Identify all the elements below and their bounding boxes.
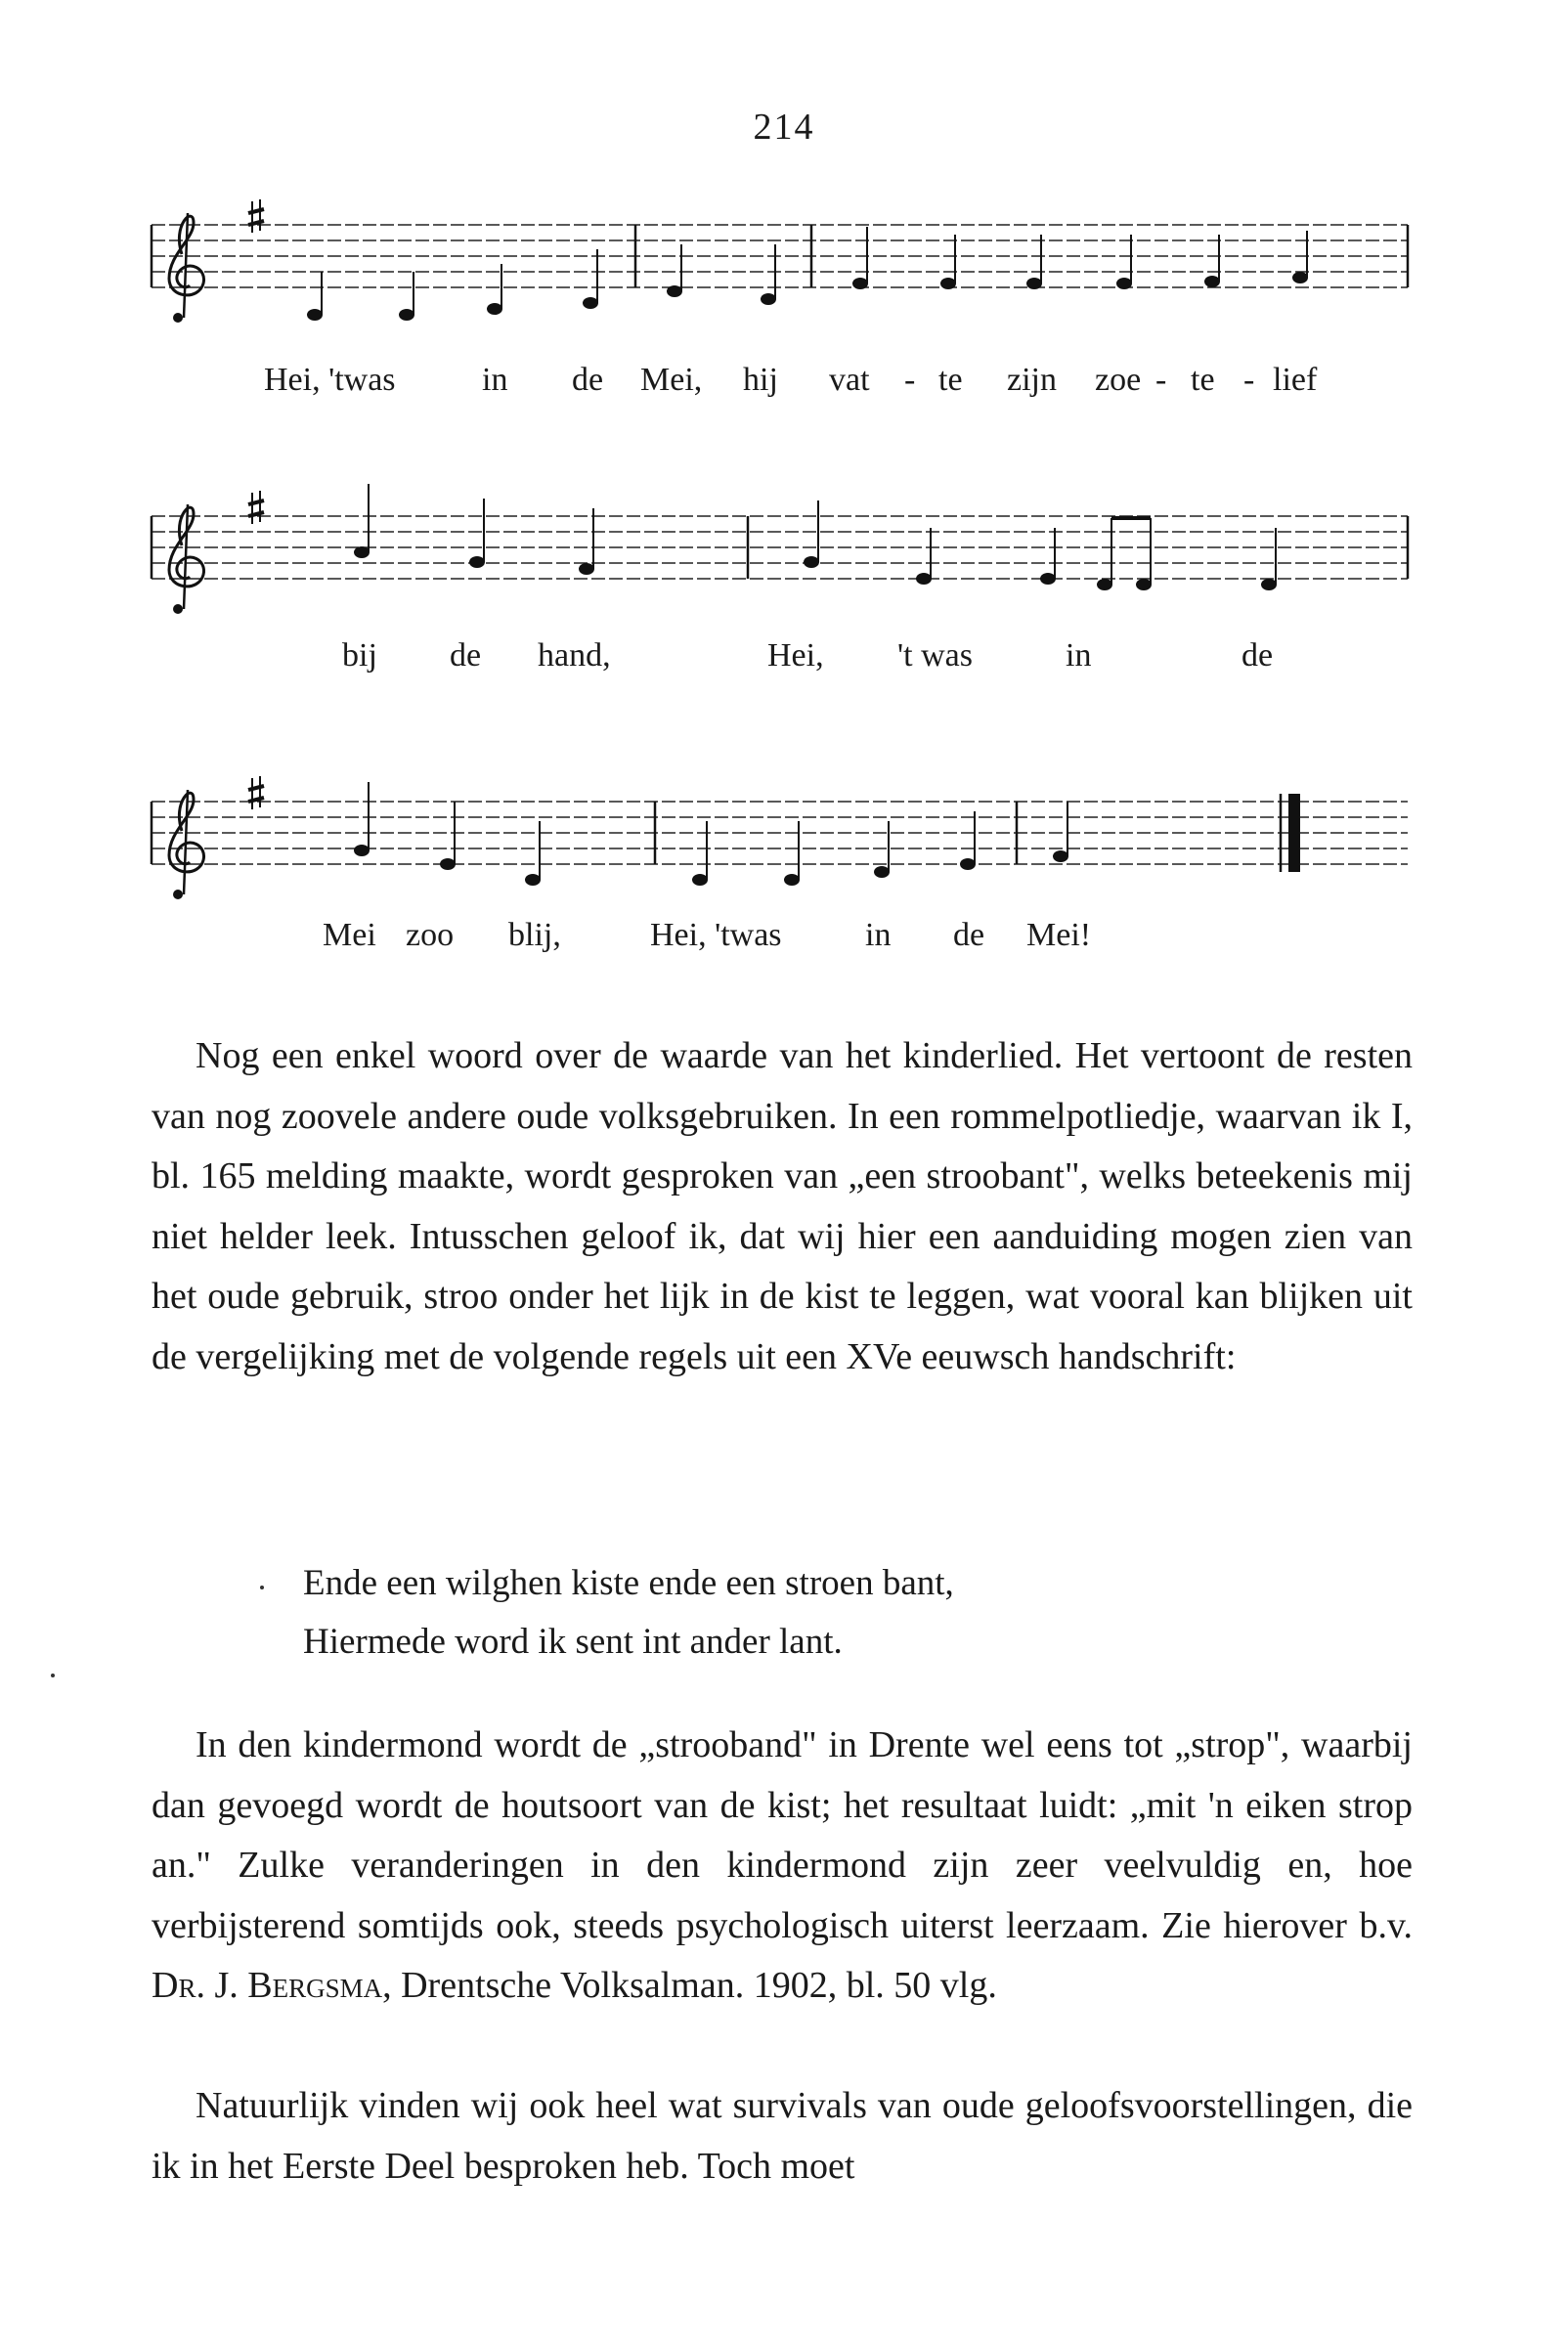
lyric: de xyxy=(572,362,604,398)
lyric: bij xyxy=(342,637,377,674)
lyric: de xyxy=(450,637,482,674)
staff-system-1 xyxy=(152,199,1408,323)
lyric: zijn xyxy=(1007,362,1057,398)
music-score xyxy=(0,0,1568,978)
verse-quote xyxy=(303,1554,954,1672)
lyric: te xyxy=(1191,362,1215,398)
lyric: hand, xyxy=(538,637,611,674)
lyric: lief xyxy=(1273,362,1318,398)
staff-system-3 xyxy=(152,776,1408,899)
lyric: 't was xyxy=(897,637,973,674)
lyric: - xyxy=(1155,362,1167,398)
lyric: zoe xyxy=(1095,362,1142,398)
paragraph xyxy=(152,1716,1413,2017)
paragraph: Nog een enkel woord over de waarde van het kinderlied. Het vertoont de resten van nog zoovele andere oude volksgebruiken. In een rommelpotliedje, waarvan ik I, bl. 165 melding maakte, wordt gesproken van „een stroobant", welks beteekenis mij niet helder leek. Intusschen geloof ik, dat wij hier een aanduiding mogen zien van het oude gebruik, stroo onder het lijk in de kist te leggen, wat vooral kan blijken uit de vergelijking met de volgende regels uit een XVe eeuwsch handschrift: xyxy=(152,1035,1413,1377)
author-name: Dr. J. Bergsma xyxy=(152,1965,383,2006)
lyric: Hei, 'twas xyxy=(264,362,396,398)
lyric: - xyxy=(1243,362,1255,398)
staff-system-2 xyxy=(152,484,1408,614)
paragraph-text: In den kindermond wordt de „strooband" in Drente wel eens tot „strop", waarbij dan gevoegd wordt de houtsoort van de kist; het resultaat luidt: „mit 'n eiken strop an." Zulke veranderingen in den kindermond zijn zeer veelvuldig en, hoe verbijsterend somtijds ook, steeds psychologisch uiterst leerzaam. Zie hierover b.v. xyxy=(152,1724,1413,1946)
lyric: in xyxy=(865,917,892,953)
stray-mark xyxy=(260,1586,264,1589)
lyric: vat xyxy=(829,362,870,398)
lyric: blij, xyxy=(508,917,561,953)
lyric: hij xyxy=(743,362,778,398)
lyric: in xyxy=(482,362,508,398)
lyric: zoo xyxy=(406,917,455,953)
lyric: Mei xyxy=(323,917,376,953)
lyric: de xyxy=(1241,637,1274,674)
lyric: in xyxy=(1066,637,1092,674)
lyric: Mei, xyxy=(640,362,703,398)
lyric: Mei! xyxy=(1026,917,1092,953)
stray-mark xyxy=(51,1674,55,1677)
lyric: de xyxy=(953,917,985,953)
paragraph: Natuurlijk vinden wij ook heel wat survivals van oude geloofsvoorstellingen, die ik in het Eerste Deel besproken heb. Toch moet xyxy=(152,2085,1413,2187)
reference: , Drentsche Volksalman. 1902, bl. 50 vlg. xyxy=(382,1965,997,2006)
lyric: Hei, 'twas xyxy=(650,917,782,953)
lyric: - xyxy=(904,362,916,398)
lyric: te xyxy=(938,362,963,398)
verse-line: Ende een wilghen kiste ende een stroen bant, xyxy=(303,1563,954,1603)
page-number: 214 xyxy=(753,107,815,148)
verse-line: Hiermede word ik sent int ander lant. xyxy=(303,1622,843,1662)
lyric: Hei, xyxy=(767,637,824,674)
